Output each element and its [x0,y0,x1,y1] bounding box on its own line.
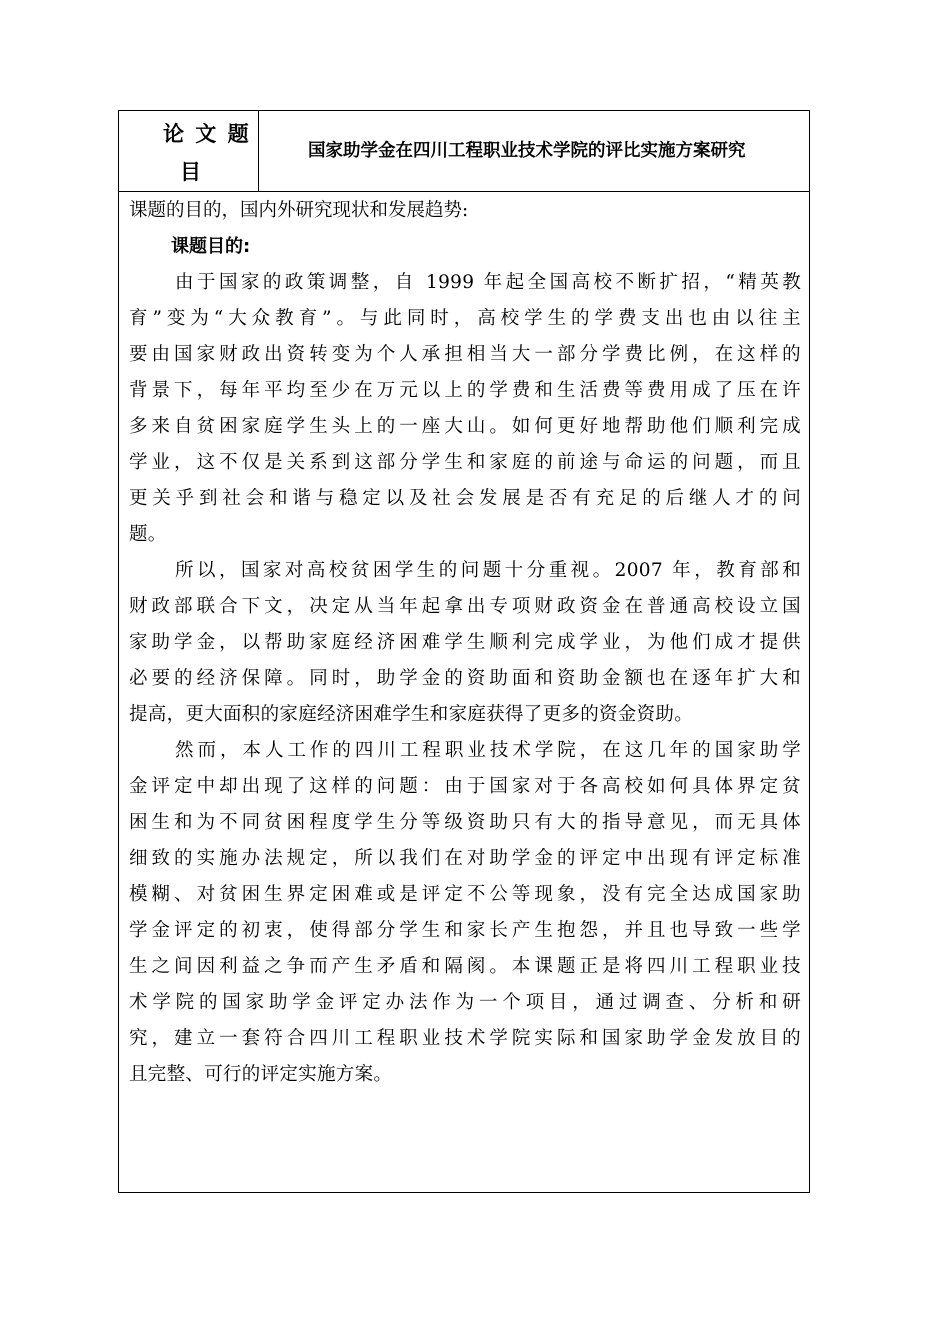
title-value-cell [259,111,809,191]
paragraph-line: 家助学金，以帮助家庭经济困难学生顺利完成学业，为他们成才提供 [129,632,801,653]
paragraph-line: 细致的实施办法规定，所以我们在对助学金的评定中出现有评定标准 [129,848,801,869]
paragraph-line: 提高，更大面积的家庭经济困难学生和家庭获得了更多的资金资助。 [129,704,694,725]
paragraph-line: 由于国家的政策调整，自 1999 年起全国高校不断扩招，“精英教 [175,272,801,293]
paragraph-line: 要由国家财政出资转变为个人承担相当大一部分学费比例，在这样的 [129,344,801,365]
paragraph-line: 题。 [129,524,167,545]
paragraph-2 [129,559,801,727]
paragraph-line: 模糊、对贫困生界定困难或是评定不公等现象，没有完全达成国家助 [129,884,801,905]
content-cell [129,199,801,1099]
paragraph-line: 所以，国家对高校贫困学生的问题十分重视。2007 年，教育部和 [175,560,801,581]
paragraph-line: 生之间因利益之争而产生矛盾和隔阂。本课题正是将四川工程职业技 [129,956,801,977]
thesis-title: 国家助学金在四川工程职业技术学院的评比实施方案研究 [308,141,746,161]
paragraph-line: 背景下，每年平均至少在万元以上的学费和生活费等费用成了压在许 [129,380,801,401]
paragraph-line: 育”变为“大众教育”。与此同时，高校学生的学费支出也由以往主 [129,308,801,329]
paragraph-line: 更关乎到社会和谐与稳定以及社会发展是否有充足的后继人才的问 [129,488,801,509]
paragraph-line: 多来自贫困家庭学生头上的一座大山。如何更好地帮助他们顺利完成 [129,416,801,437]
paragraph-3 [129,739,801,1087]
proposal-form-table [118,110,810,1193]
title-label-line-2: 目 [180,160,201,184]
paragraph-line: 必要的经济保障。同时，助学金的资助面和资助金额也在逐年扩大和 [129,668,801,689]
section-intro: 课题的目的，国内外研究现状和发展趋势: [129,200,469,221]
paragraph-line: 财政部联合下文，决定从当年起拿出专项财政资金在普通高校设立国 [129,596,801,617]
paragraph-line: 金评定中却出现了这样的问题：由于国家对于各高校如何具体界定贫 [129,776,801,797]
paragraph-line: 学业，这不仅是关系到这部分学生和家庭的前途与命运的问题，而且 [129,452,801,473]
title-label-line-1: 论 文 题 [163,122,251,146]
title-row [119,111,809,192]
paragraph-line: 且完整、可行的评定实施方案。 [129,1064,393,1085]
paragraph-line: 术学院的国家助学金评定办法作为一个项目，通过调查、分析和研 [129,992,801,1013]
paragraph-line: 困生和为不同贫困程度学生分等级资助只有大的指导意见，而无具体 [129,812,801,833]
title-label-cell [119,111,259,191]
paragraph-line: 学金评定的初衷，使得部分学生和家长产生抱怨，并且也导致一些学 [129,920,801,941]
paragraph-1 [129,271,801,547]
paragraph-line: 然而，本人工作的四川工程职业技术学院，在这几年的国家助学 [175,740,801,761]
paragraph-line: 究，建立一套符合四川工程职业技术学院实际和国家助学金发放目的 [129,1028,801,1049]
section-subheading: 课题目的: [171,236,251,257]
